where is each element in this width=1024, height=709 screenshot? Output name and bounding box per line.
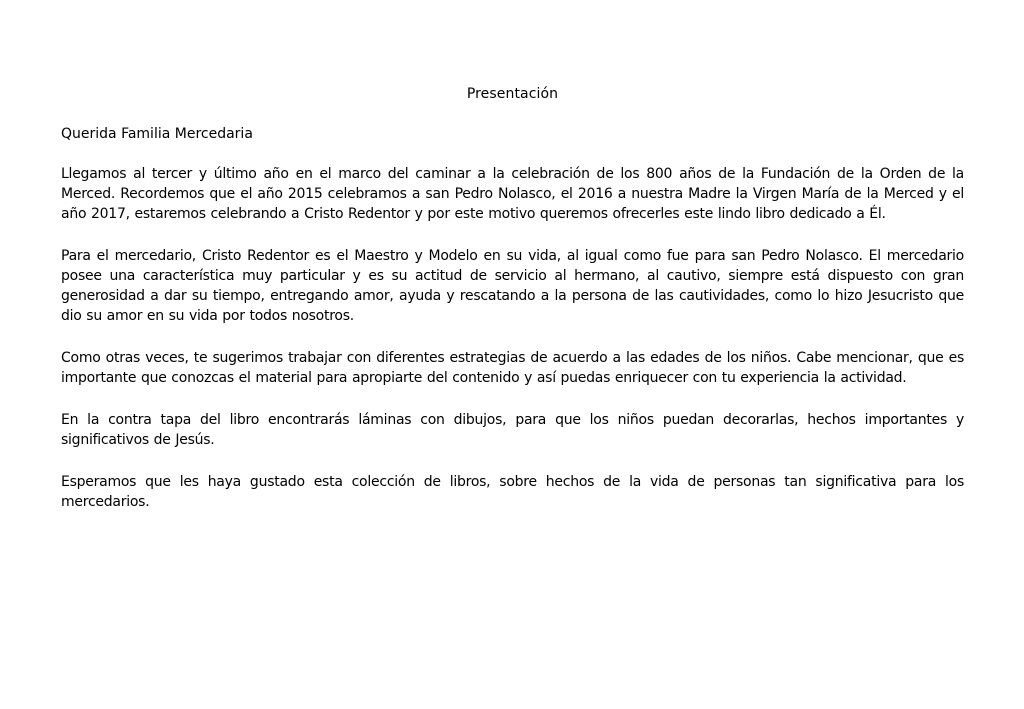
paragraph-3: Como otras veces, te sugerimos trabajar con diferentes estrategias de acuerdo a las edades de los niños. Cabe mencionar, que es importante que conozcas el material para apropiarte del contenido y así puedas enriquecer con tu experiencia la actividad. xyxy=(61,350,964,386)
paragraph-4: En la contra tapa del libro encontrarás láminas con dibujos, para que los niños puedan decorarlas, hechos importantes y significativos de Jesús. xyxy=(61,412,964,448)
paragraph-5: Esperamos que les haya gustado esta colección de libros, sobre hechos de la vida de personas tan significativa para los mercedarios. xyxy=(61,474,964,510)
page-title: Presentación xyxy=(466,86,559,102)
paragraph-1: Llegamos al tercer y último año en el marco del caminar a la celebración de los 800 años de la Fundación de la Orden de la Merced. Recordemos que el año 2015 celebramos a san Pedro Nolasco, el 2016 a nuestra Madre la Virgen María de la Merced y el año 2017, estaremos celebrando a Cristo Redentor y por este motivo queremos ofrecerles este lindo libro dedicado a Él. xyxy=(61,166,964,222)
paragraph-2: Para el mercedario, Cristo Redentor es el Maestro y Modelo en su vida, al igual como fue para san Pedro Nolasco. El mercedario posee una característica muy particular y es su actitud de servicio al hermano, al cautivo, siempre está dispuesto con gran generosidad a dar su tiempo, entregando amor, ayuda y rescatando a la persona de las cautividades, como lo hizo Jesucristo que dio su amor en su vida por todos nosotros. xyxy=(61,248,964,324)
document-page xyxy=(61,84,964,534)
greeting: Querida Familia Mercedaria xyxy=(61,126,253,142)
